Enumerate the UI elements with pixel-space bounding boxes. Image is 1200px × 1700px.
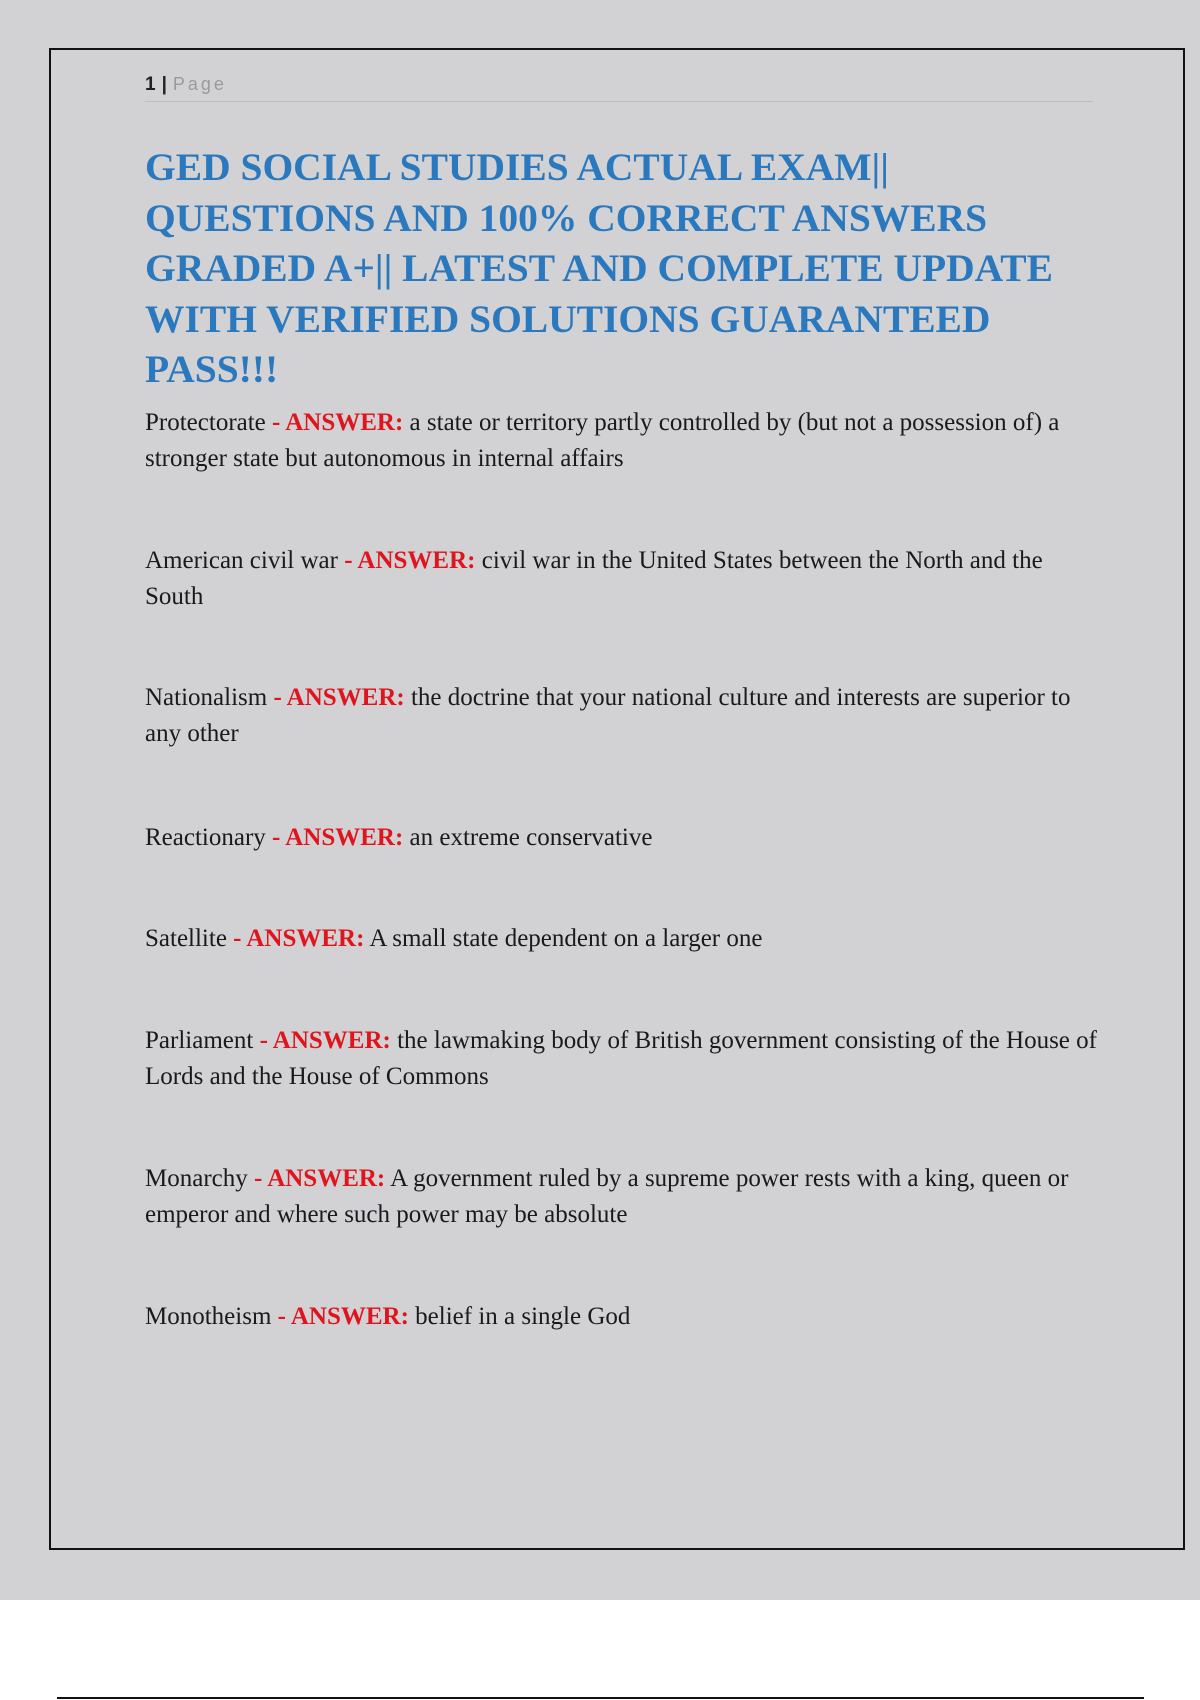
answer-marker: - ANSWER: (259, 1027, 391, 1054)
answer-marker: - ANSWER: (254, 1165, 386, 1192)
document-title: GED SOCIAL STUDIES ACTUAL EXAM|| QUESTIONS AND 100% CORRECT ANSWERS GRADED A+|| LATEST AND COMPLETE UPDATE WITH VERIFIED SOLUTIONS GUARANTEED PASS!!! (145, 145, 1053, 391)
qa-definition: an extreme conservative (409, 824, 653, 851)
qa-term: Reactionary (145, 824, 266, 851)
qa-item-satellite (145, 921, 1105, 957)
qa-item-reactionary (145, 820, 1105, 856)
qa-item-parliament (145, 1023, 1105, 1095)
qa-term: Monotheism (145, 1303, 272, 1330)
qa-item-monotheism (145, 1299, 1105, 1335)
qa-definition: the doctrine that your national culture and interests are superior to any other (145, 684, 1071, 747)
answer-marker: - ANSWER: (273, 684, 405, 711)
qa-definition: A government ruled by a supreme power rests with a king, queen or emperor and where such power may be absolute (145, 1165, 1069, 1228)
qa-term: Parliament (145, 1027, 254, 1054)
qa-term: Satellite (145, 925, 227, 952)
answer-marker: - ANSWER: (272, 409, 404, 436)
qa-definition: civil war in the United States between the North and the South (145, 547, 1043, 610)
answer-marker: - ANSWER: (344, 547, 476, 574)
qa-definition: belief in a single God (415, 1303, 631, 1330)
qa-item-protectorate (145, 405, 1105, 477)
qa-term: American civil war (145, 547, 338, 574)
qa-item-monarchy (145, 1161, 1105, 1233)
qa-item-nationalism (145, 680, 1105, 752)
answer-marker: - ANSWER: (233, 925, 365, 952)
answer-marker: - ANSWER: (272, 824, 404, 851)
page-number: 1 (145, 74, 156, 95)
page-header (145, 74, 227, 96)
qa-definition: the lawmaking body of British government consisting of the House of Lords and the House of Commons (145, 1027, 1097, 1090)
answer-marker: - ANSWER: (277, 1303, 409, 1330)
page-separator: | (161, 74, 167, 95)
qa-definition: A small state dependent on a larger one (369, 925, 763, 952)
qa-term: Nationalism (145, 684, 268, 711)
qa-term: Protectorate (145, 409, 266, 436)
qa-item-american-civil-war (145, 543, 1105, 615)
header-divider (145, 101, 1093, 102)
qa-term: Monarchy (145, 1165, 248, 1192)
next-page-top-rule (57, 1697, 1144, 1699)
qa-definition: a state or territory partly controlled by (but not a possession of) a stronger state but autonomous in internal affairs (145, 409, 1060, 472)
page-label: Page (172, 74, 227, 94)
